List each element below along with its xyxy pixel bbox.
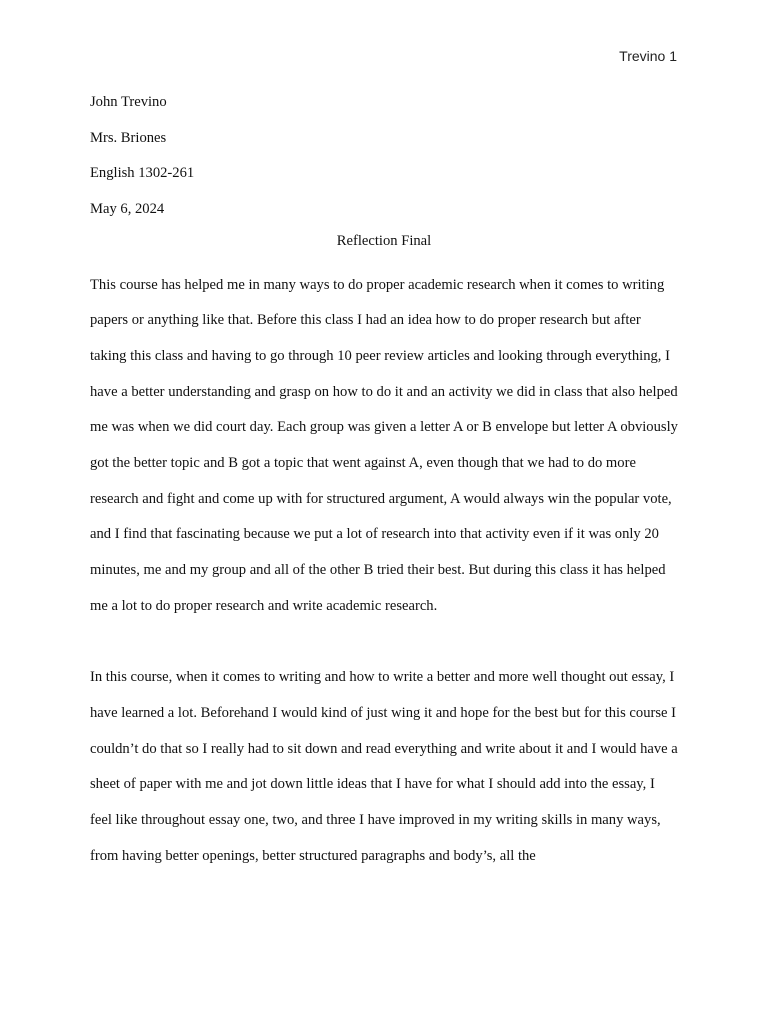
paragraph-spacer (90, 625, 678, 661)
course-name: English 1302-261 (90, 165, 195, 181)
document-body (90, 90, 678, 874)
paragraph-2: In this course, when it comes to writing and how to write a better and more well thought out essay, I have learned a lot. Beforehand I would kind of just wing it and hope for the best but for this course I couldn’t do that so I really had to sit down and read everything and write about it and I would have a sheet of paper with me and jot down little ideas that I have for what I should add into the essay, I feel like throughout essay one, two, and three I have improved in my writing skills in many ways, from having better openings, better structured paragraphs and body’s, all the (90, 669, 678, 864)
document-title: Reflection Final (336, 233, 432, 249)
running-head: Trevino 1 (619, 48, 677, 64)
student-name: John Trevino (90, 94, 167, 110)
instructor-name: Mrs. Briones (90, 129, 167, 146)
document-date: May 6, 2024 (90, 200, 165, 217)
paragraph-1: This course has helped me in many ways to do proper academic research when it comes to writing papers or anything like that. Before this class I had an idea how to do proper research but after taking this class and having to go through 10 peer review articles and looking through everything, I have a better understanding and grasp on how to do it and an activity we did in class that also helped me was when we did court day. Each group was given a letter A or B envelope but letter A obviously got the better topic and B got a topic that went against A, even though that we had to do more research and fight and come up with for structured argument, A would always win the popular vote, and I find that fascinating because we put a lot of research into that activity even if it was only 20 minutes, me and my group and all of the other B tried their best. But during this class it has helped me a lot to do proper research and write academic research. (90, 276, 678, 614)
